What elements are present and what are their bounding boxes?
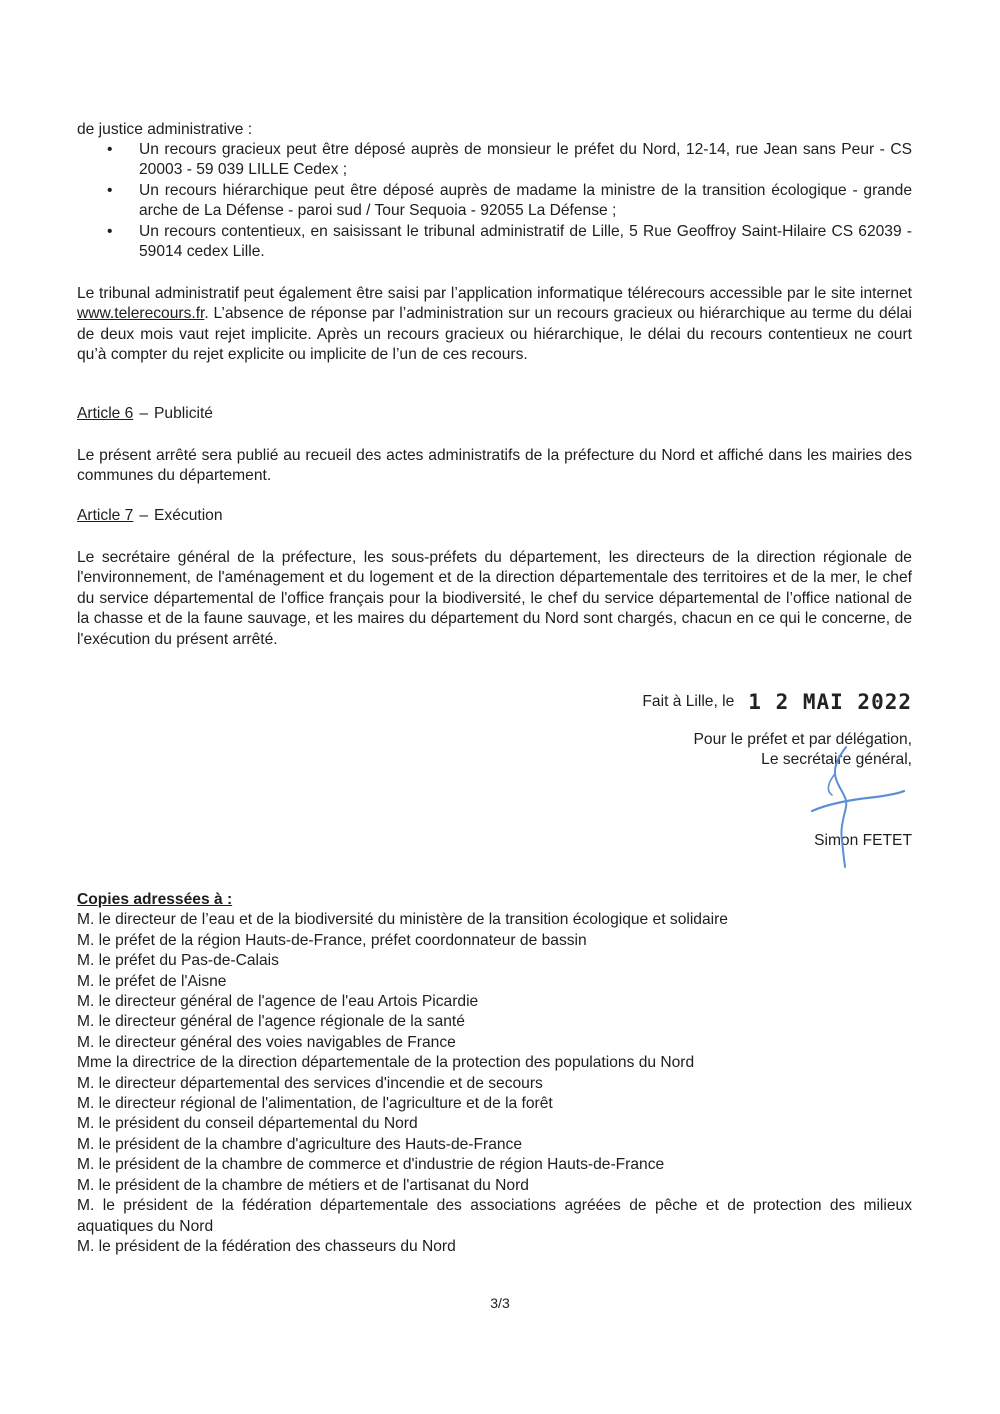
bullet-icon: • — [107, 222, 113, 240]
list-item: M. le président de la fédération des chasseurs du Nord — [77, 1237, 456, 1255]
bullet-icon: • — [107, 141, 113, 158]
list-item: M. le directeur de l’eau et de la biodiversité du ministère de la transition écologique et solidaire — [77, 911, 728, 929]
recours-list — [77, 140, 912, 262]
list-item: M. le directeur départemental des services d'incendie et de secours — [77, 1074, 543, 1092]
list-item: M. le président du conseil départemental du Nord — [77, 1115, 418, 1133]
fait-a-label: Fait à Lille, le — [642, 693, 735, 710]
list-item: M. le président de la fédération départementale des associations agréées de pêche et de protection des milieux aquatiques du Nord — [77, 1197, 912, 1235]
recours-hierarchique-text: Un recours hiérarchique peut être déposé auprès de madame la ministre de la transition écologique - grande arche de La Défense - paroi sud / Tour Sequoia - 92055 La Défense ; — [139, 181, 912, 220]
article-7-text: Le secrétaire général de la préfecture, les sous-préfets du département, les directeurs de la direction régionale de l'environnement, de l'aménagement et du logement et de la direction départementale des territoires et de la mer, le chef du service départemental de l'office français pour la biodiversité, le chef du service départemental de l’office national de la chasse et de la faune sauvage, et les maires du département du Nord sont chargés, chacun en ce qui le concerne, de l'exécution du présent arrêté. — [77, 549, 912, 648]
article-6-title: Publicité — [154, 405, 213, 422]
article-7-number: Article 7 — [77, 507, 134, 524]
page-number: 3/3 — [490, 1295, 510, 1311]
telerecours-link[interactable]: www.telerecours.fr — [77, 305, 205, 323]
list-item — [77, 181, 912, 222]
copies-section — [77, 890, 912, 1257]
list-item: M. le préfet de l'Aisne — [77, 972, 227, 990]
list-item: M. le préfet du Pas-de-Calais — [77, 952, 279, 970]
recours-contentieux-text: Un recours contentieux, en saisissant le tribunal administratif de Lille, 5 Rue Geoffroy Saint-Hilaire CS 62039 - 59014 cedex Lille. — [139, 222, 912, 261]
list-item: Mme la directrice de la direction départementale de la protection des populations du Nord — [77, 1054, 695, 1072]
list-item: M. le directeur général de l'agence régionale de la santé — [77, 1013, 465, 1031]
intro-line: de justice administrative : — [77, 121, 253, 138]
signer-name: Simon FETET — [814, 832, 912, 849]
handwritten-signature-icon — [800, 745, 920, 870]
copies-title: Copies adressées à : — [77, 891, 233, 908]
list-item: M. le directeur général des voies navigables de France — [77, 1033, 456, 1051]
signature-place-date — [642, 689, 912, 712]
recours-gracieux-text: Un recours gracieux peut être déposé auprès de monsieur le préfet du Nord, 12-14, rue Jean sans Peur - CS 20003 - 59 039 LILLE Cedex ; — [139, 141, 912, 179]
bullet-icon: • — [107, 181, 113, 199]
list-item: M. le président de la chambre de métiers et de l'artisanat du Nord — [77, 1176, 529, 1194]
list-item: M. le préfet de la région Hauts-de-France, préfet coordonnateur de bassin — [77, 931, 587, 949]
list-item — [77, 222, 912, 263]
list-item: M. le président de la chambre d'agriculture des Hauts-de-France — [77, 1135, 523, 1153]
article-6-number: Article 6 — [77, 405, 134, 422]
list-item: M. le directeur régional de l'alimentation, de l'agriculture et de la forêt — [77, 1095, 553, 1113]
role-line: Le secrétaire général, — [761, 751, 912, 769]
article-7-title: Exécution — [154, 507, 223, 524]
list-item — [77, 140, 912, 181]
list-item: M. le directeur général de l'agence de l'eau Artois Picardie — [77, 993, 479, 1011]
article-7-heading: Article 7 – Exécution — [77, 507, 223, 524]
tribunal-paragraph: Le tribunal administratif peut également être saisi par l’application informatique télérecours accessible par le site internet www.telerecours.fr. L’absence de réponse par l’administration sur un recours gracieux ou hiérarchique au terme du délai de deux mois vaut rejet implicite. Après un recours gracieux ou hiérarchique, le délai du recours contentieux ne court qu’à compter du rejet explicite ou implicite de l’un de ces recours. — [77, 285, 912, 364]
list-item: M. le président de la chambre de commerce et d'industrie de région Hauts-de-France — [77, 1156, 665, 1174]
article-6-text: Le présent arrêté sera publié au recueil des actes administratifs de la préfecture du Nord et affiché dans les mairies des communes du département. — [77, 447, 912, 485]
article-6-heading: Article 6 – Publicité — [77, 405, 213, 422]
date-stamp: 1 2 MAI 2022 — [748, 690, 912, 714]
delegation-line: Pour le préfet et par délégation, — [693, 731, 912, 748]
